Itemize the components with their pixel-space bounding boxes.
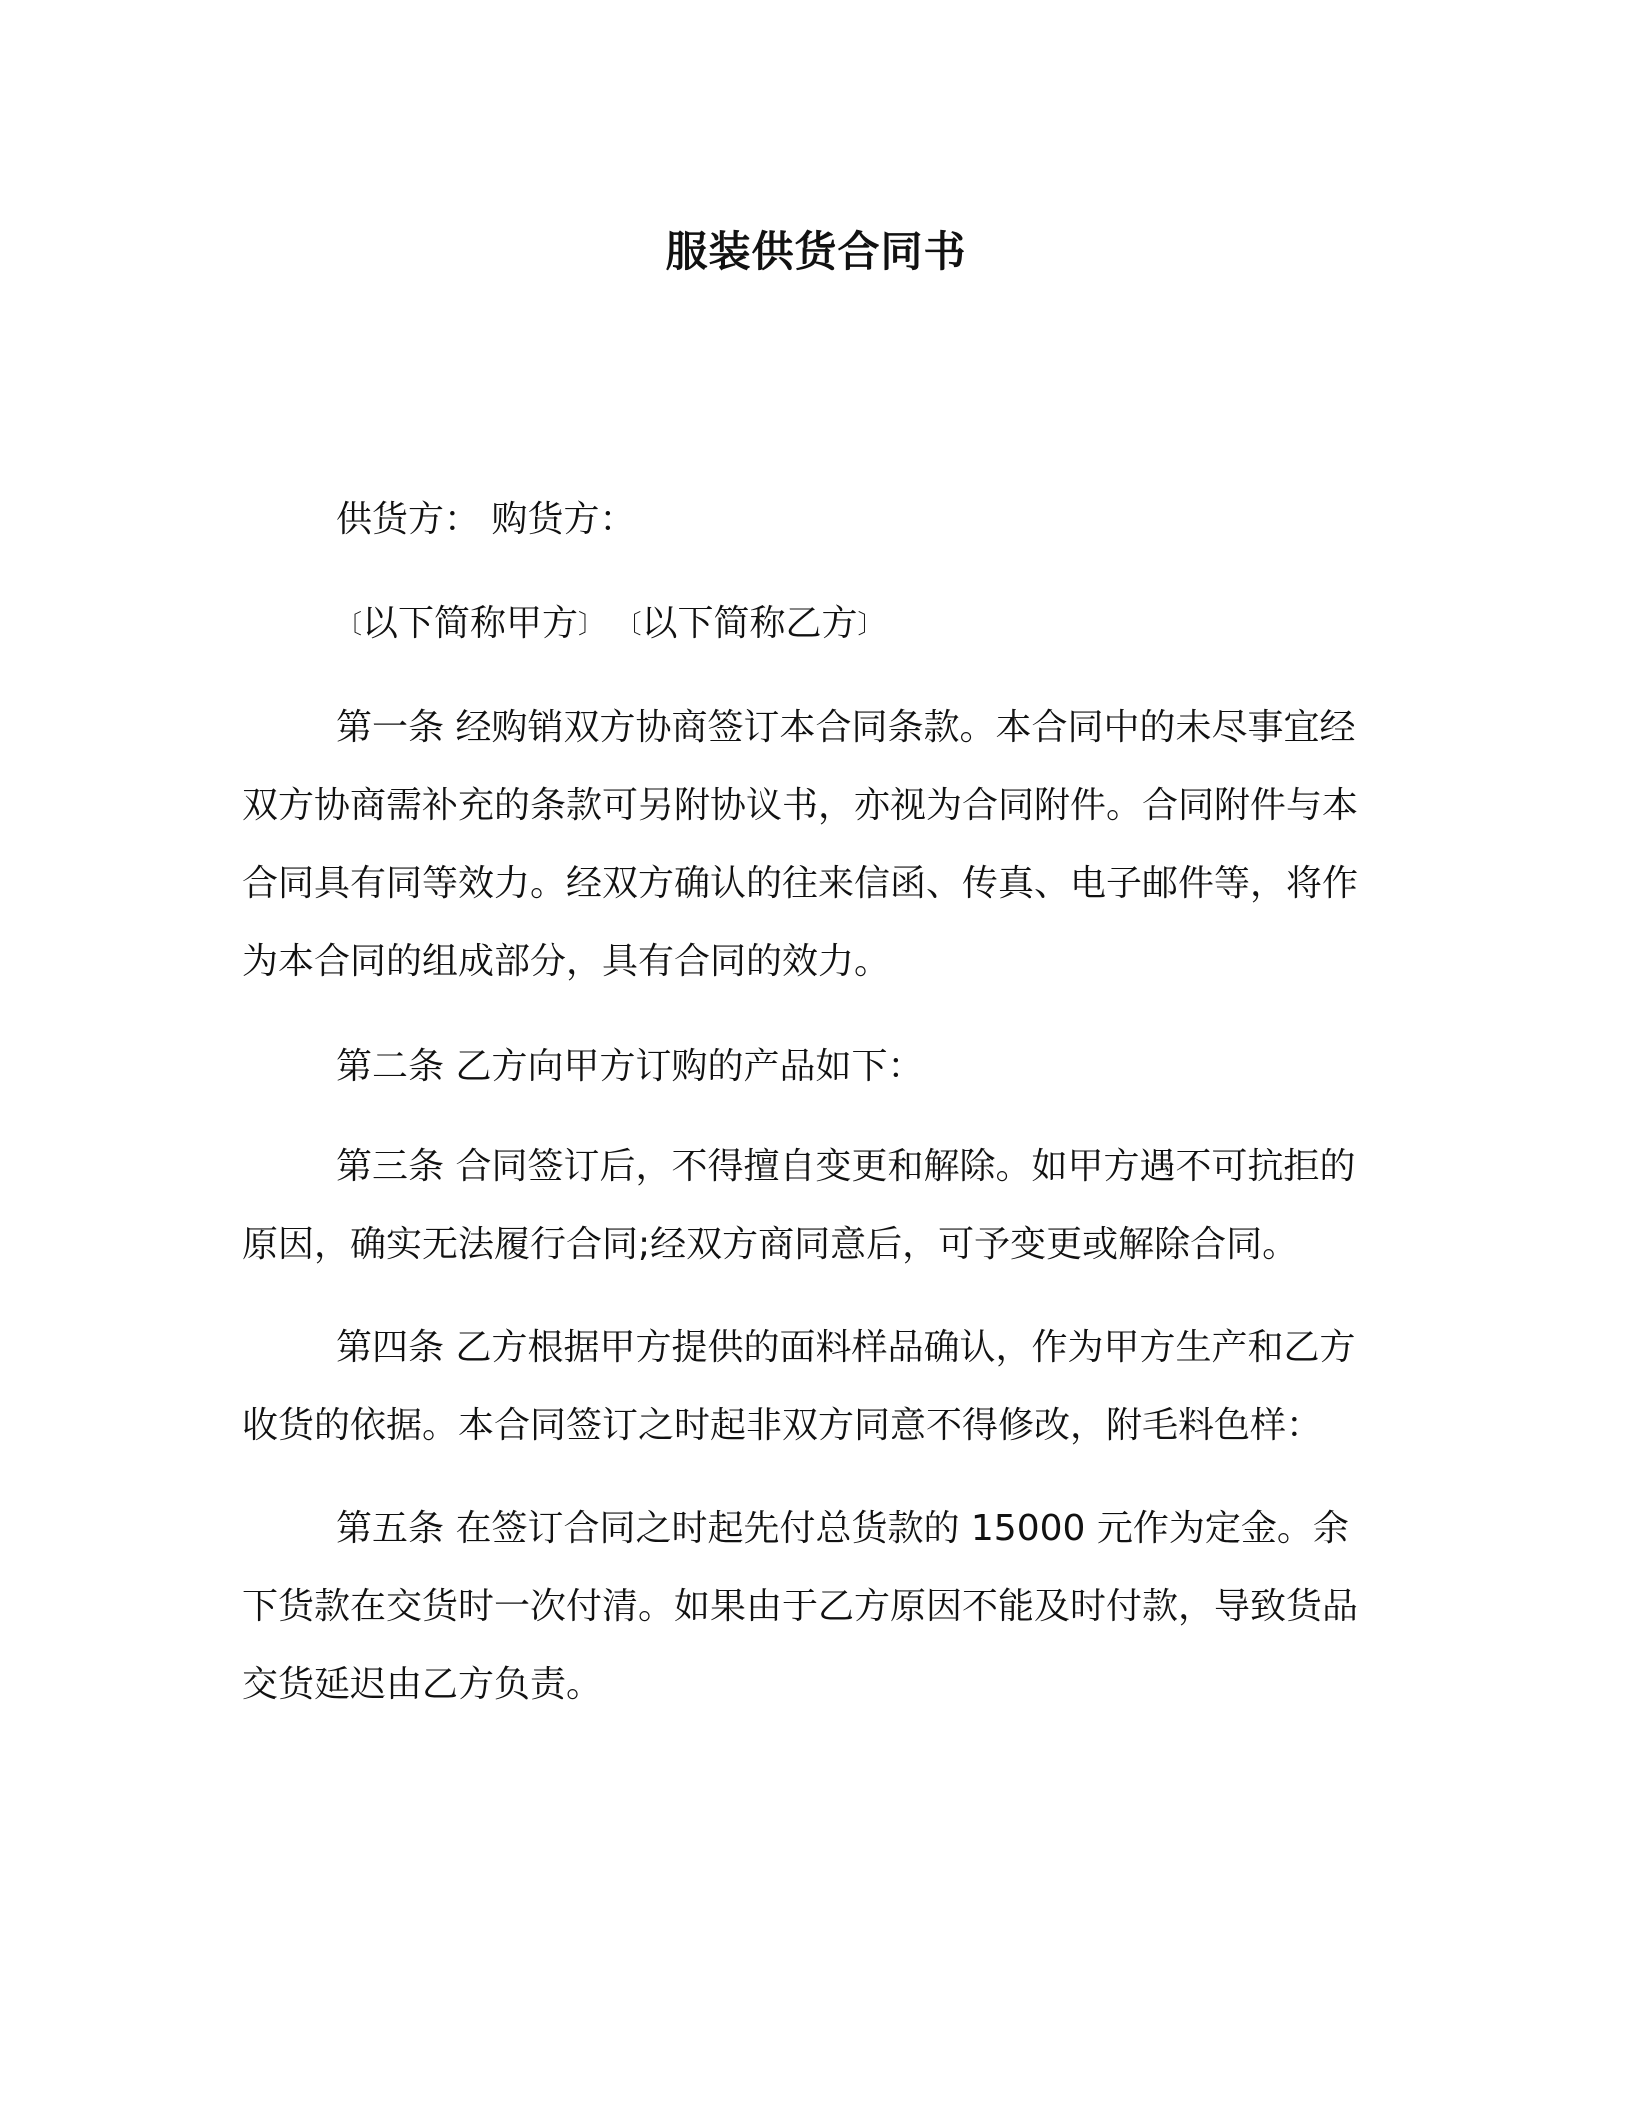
article-4: 第四条 乙方根据甲方提供的面料样品确认，作为甲方生产和乙方收货的依据。本合同签订之时起非双方同意不得修改，附毛料色样： [242, 1327, 1356, 1446]
party-b-alias: 以下简称乙方 [641, 603, 858, 644]
article-1: 第一条 经购销双方协商签订本合同条款。本合同中的未尽事宜经双方协商需补充的条款可另附协议书，亦视为合同附件。合同附件与本合同具有同等效力。经双方确认的往来信函、传真、电子邮件等，将作为本合同的组成部分，具有合同的效力。 [242, 707, 1359, 982]
article-5: 第五条 在签订合同之时起先付总货款的 15000 元作为定金。余下货款在交货时一次付清。如果由于乙方原因不能及时付款，导致货品交货延迟由乙方负责。 [242, 1508, 1359, 1705]
parties-line: 供货方： 购货方： [336, 499, 636, 540]
party-a-alias: 以下简称甲方 [362, 603, 579, 644]
bracket-close: 〕 [857, 610, 884, 640]
article-2: 第二条 乙方向甲方订购的产品如下： [336, 1046, 924, 1087]
article-3: 第三条 合同签订后，不得擅自变更和解除。如甲方遇不可抗拒的原因，确实无法履行合同;经双方商同意后，可予变更或解除合同。 [242, 1146, 1356, 1265]
document-title: 服装供货合同书 [665, 227, 967, 276]
bracket-open: 〔 [615, 610, 642, 640]
parties-aliases [336, 594, 884, 655]
bracket-open: 〔 [336, 610, 363, 640]
bracket-close: 〕 [578, 610, 605, 640]
